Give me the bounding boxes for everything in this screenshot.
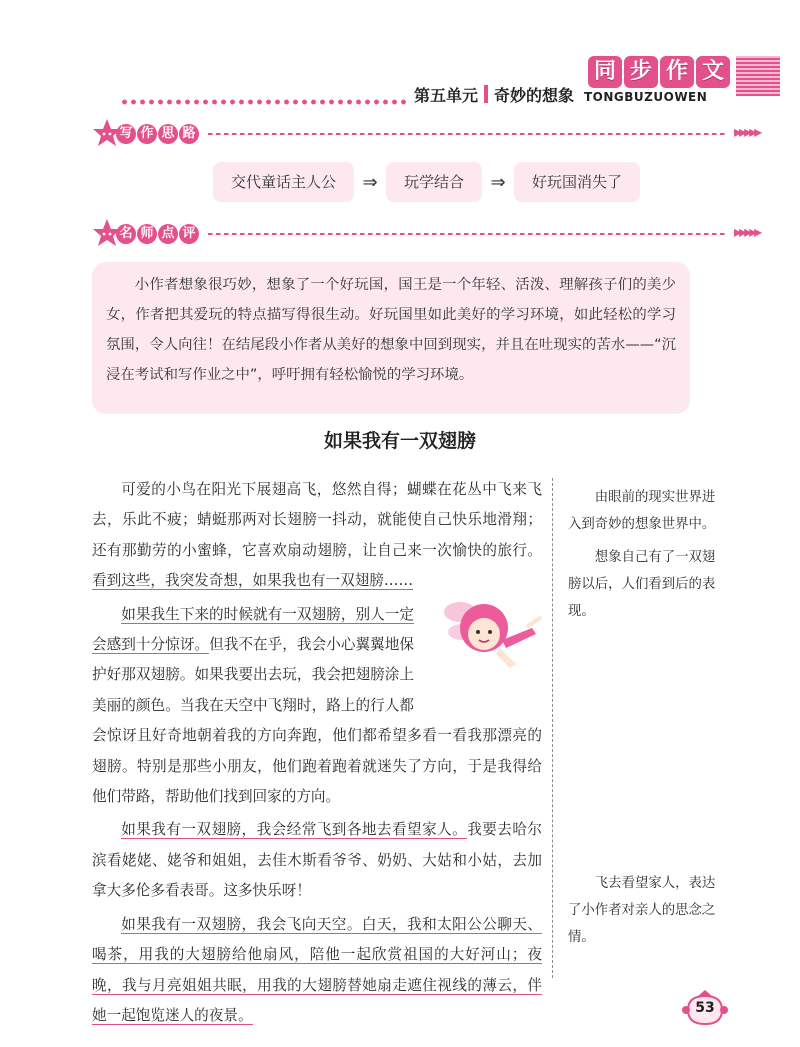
section-title-char: 评 <box>179 224 199 244</box>
flow-step: 交代童话主人公 <box>213 162 354 202</box>
underlined-text: 看到这些，我突发奇想，如果我也有一双翅膀…… <box>92 572 414 590</box>
brand-chars <box>588 56 730 88</box>
brand-char: 步 <box>624 56 658 88</box>
flow-step: 好玩国消失了 <box>514 162 640 202</box>
side-note <box>568 870 718 957</box>
essay-body <box>92 475 542 1034</box>
section-banner-review <box>92 218 760 258</box>
double-arrow-icon: ⇒ <box>490 171 506 193</box>
essay-text: 我要去哈尔滨看姥姥、姥爷和姐姐，去佳木斯看爷爷、奶奶、大姑和小姑，去加拿大多伦多看表哥。这多快乐呀！ <box>92 821 542 900</box>
brand-char: 作 <box>660 56 694 88</box>
header-stripe-block <box>736 56 780 96</box>
essay-text: 可爱的小鸟在阳光下展翅高飞，悠然自得；蝴蝶在花丛中飞来飞去，乐此不疲；蜻蜓那两对长翅膀一抖动，就能使自己快乐地滑翔；还有那勤劳的小蜜蜂，它喜欢扇动翅膀，让自己来一次愉快的旅行。 <box>92 481 542 559</box>
section-title-char: 师 <box>137 224 157 244</box>
side-note-text: 飞去看望家人，表达了小作者对亲人的思念之情。 <box>568 876 716 945</box>
essay-text: 但我不在乎，我会小心翼翼地保护好那双翅膀。如果我要出去玩，我会把翅膀涂上美丽的颜色。当我在天空中飞翔时，路上的行人都会惊讶且好奇地朝着我的方向奔跑，他们都希望多看一看我那漂亮的翅膀。特别是那些小朋友，他们跑着跑着就迷失了方向，于是我得给他们带路，帮助他们找到回家的方向。 <box>92 636 542 806</box>
section-banner-writing <box>92 118 760 158</box>
lesson-title: 奇妙的想象 <box>494 85 575 105</box>
underlined-text: 如果我有一双翅膀，我会经常飞到各地去看望家人。 <box>121 821 468 839</box>
section-title-badges <box>116 124 199 144</box>
underlined-text: 如果我生下来的时候就有一双翅膀，别人一定会感到十分惊讶。 <box>92 605 414 654</box>
unit-heading <box>414 81 574 107</box>
brand-pinyin: TONGBUZUOWEN <box>584 90 708 104</box>
section-title-char: 作 <box>137 124 157 144</box>
section-title-char: 点 <box>158 224 178 244</box>
header-dot-line <box>120 96 410 108</box>
page-number: 53 <box>695 1000 715 1016</box>
underlined-text: 白天，我和太阳公公聊天、喝茶，用我的大翅膀给他扇风，陪他一起欣赏祖国的大好河山；夜晚，我与月亮姐姐共眠，用我的大翅膀替她扇走遮住视线的薄云，伴她一起饱览迷人的夜景。 <box>92 915 542 1024</box>
flying-girl-illustration <box>442 588 542 680</box>
side-note-text: 由眼前的现实世界进入到奇妙的想象世界中。 <box>568 490 716 532</box>
essay-paragraph <box>92 815 542 906</box>
double-arrow-icon: ⇒ <box>362 171 378 193</box>
section-title-char: 名 <box>116 224 136 244</box>
section-title-char: 路 <box>179 124 199 144</box>
unit-divider-bar <box>484 85 488 103</box>
review-text: 小作者想象很巧妙，想象了一个好玩国，国王是一个年轻、活泼、理解孩子们的美少女，作者把其爱玩的特点描写得很生动。好玩国里如此美好的学习环境，如此轻松的学习氛围，令人向往！在结尾段小作者从美好的想象中回到现实，并且在吐现实的苦水——“沉浸在考试和写作业之中”，呼吁拥有轻松愉悦的学习环境。 <box>92 262 690 414</box>
essay-title: 如果我有一双翅膀 <box>323 430 476 452</box>
brand-char: 文 <box>696 56 730 88</box>
unit-title: 第五单元 <box>414 85 479 105</box>
column-divider <box>552 478 553 978</box>
section-title-badges <box>116 224 199 244</box>
chevron-arrows-icon: ▸▸▸▸▸ <box>734 122 760 141</box>
underlined-text: 如果我有一双翅膀，我会飞向天空。 <box>121 915 362 933</box>
brand-char: 同 <box>588 56 622 88</box>
essay-paragraph <box>92 475 542 597</box>
section-title-char: 写 <box>116 124 136 144</box>
flow-step: 玩学结合 <box>386 162 482 202</box>
side-note-text: 想象自己有了一双翅膀以后，人们看到后的表现。 <box>568 550 716 619</box>
section-title-char: 思 <box>158 124 178 144</box>
section-dashed-line <box>208 233 728 235</box>
chevron-arrows-icon: ▸▸▸▸▸ <box>734 222 760 241</box>
brand-logo <box>582 56 750 108</box>
side-note <box>568 484 718 631</box>
section-dashed-line <box>208 133 728 135</box>
essay-paragraph <box>92 910 542 1032</box>
writing-flow <box>213 162 640 202</box>
